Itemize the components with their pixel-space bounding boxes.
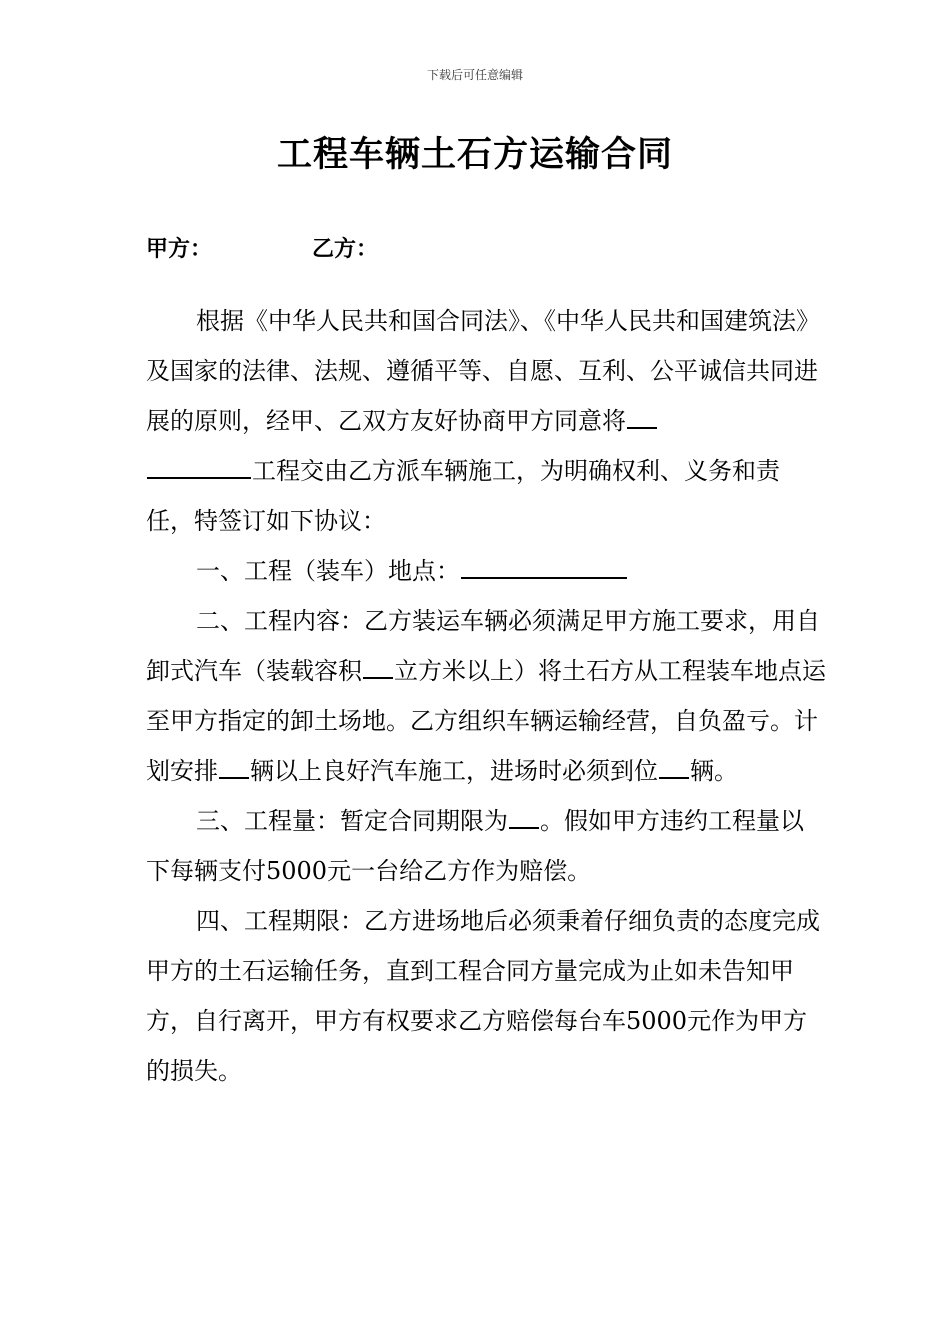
parties-line	[146, 232, 378, 263]
preamble-text: 根据《中华人民共和国合同法》、《中华人民共和国建筑法》及国家的法律、法规、遵循平等、自愿、互利、公平诚信共同进展的原则，经甲、乙双方友好协商甲方同意将	[146, 307, 820, 435]
contract-body	[146, 296, 826, 1096]
content-text-4: 辆。	[690, 757, 738, 785]
location-text: 一、工程（装车）地点：	[196, 557, 460, 585]
vehicle-onsite-blank	[659, 777, 689, 779]
paragraph-location	[146, 546, 826, 596]
party-b-label: 乙方：	[312, 236, 379, 262]
party-a-label: 甲方：	[146, 236, 213, 262]
paragraph-quantity	[146, 796, 826, 896]
project-name-blank	[147, 477, 251, 479]
paragraph-preamble	[146, 296, 826, 446]
paragraph-project-handover	[146, 446, 826, 546]
header-note: 下载后可任意编辑	[426, 68, 523, 82]
location-blank	[461, 577, 627, 579]
quantity-text-2: 。假如甲方违约工程量以下每辆支付5000元一台给乙方作为赔偿。	[146, 807, 804, 885]
paragraph-content	[146, 596, 826, 796]
content-text-1: 二、工程内容：乙方装运车辆必须满足甲方施工要求，用自卸式汽车（装载容积	[146, 607, 820, 685]
volume-blank	[363, 677, 393, 679]
document-title: 工程车辆土石方运输合同	[276, 134, 673, 175]
content-text-3: 辆以上良好汽车施工，进场时必须到位	[250, 757, 658, 785]
term-blank	[509, 827, 539, 829]
duration-text: 四、工程期限：乙方进场地后必须秉着仔细负责的态度完成甲方的土石运输任务，直到工程合同方量完成为止如未告知甲方，自行离开，甲方有权要求乙方赔偿每台车5000元作为甲方的损失。	[146, 907, 820, 1085]
quantity-text-1: 三、工程量：暂定合同期限为	[196, 807, 508, 835]
vehicle-count-blank	[219, 777, 249, 779]
handover-text: 工程交由乙方派车辆施工，为明确权利、义务和责任，特签订如下协议：	[146, 457, 780, 535]
content-text-2: 立方米以上）将土石方从工程装车地点运至甲方指定的卸土场地。乙方组织车辆运输经营，自负盈亏。计划安排	[146, 657, 826, 785]
project-name-blank-start	[627, 427, 657, 429]
paragraph-duration	[146, 896, 826, 1096]
